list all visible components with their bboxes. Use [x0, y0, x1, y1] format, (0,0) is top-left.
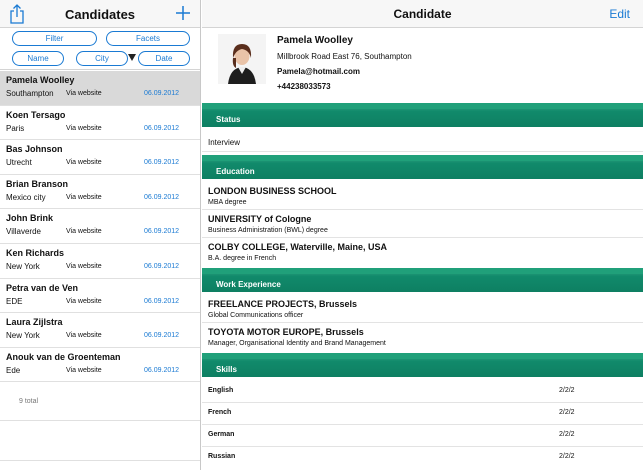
candidate-row[interactable]	[0, 140, 200, 175]
profile-address: Millbrook Road East 76, Southampton	[277, 52, 412, 61]
candidate-source: Via website	[66, 90, 102, 97]
skill-name: French	[208, 409, 232, 416]
candidate-row[interactable]	[0, 175, 200, 210]
candidate-name: Petra van de Ven	[6, 282, 79, 293]
skills-header-label: Skills	[216, 365, 237, 374]
band-highlight	[202, 268, 643, 274]
band-highlight	[202, 103, 643, 109]
profile-name: Pamela Woolley	[277, 35, 353, 46]
candidate-name: Anouk van de Groenteman	[6, 351, 121, 362]
work-company: TOYOTA MOTOR EUROPE, Brussels	[208, 327, 364, 337]
candidate-date: 06.09.2012	[144, 228, 180, 236]
candidate-source: Via website	[66, 366, 102, 374]
skill-name: Russian	[208, 453, 236, 460]
candidate-name: Pamela Woolley	[6, 75, 75, 85]
sort-name-button[interactable]: Name	[12, 51, 64, 66]
band-highlight	[202, 155, 643, 161]
filter-button[interactable]: Filter	[12, 31, 97, 46]
candidate-source: Via website	[66, 332, 102, 340]
candidate-name: Koen Tersago	[6, 109, 66, 120]
status-header-label: Status	[216, 115, 241, 124]
candidate-city: EDE	[6, 296, 23, 306]
skill-level: 2/2/2	[559, 387, 575, 394]
skill-level: 2/2/2	[559, 453, 575, 460]
divider	[0, 420, 200, 421]
candidate-date: 06.09.2012	[144, 90, 180, 97]
profile-email[interactable]: Pamela@hotmail.com	[277, 67, 360, 76]
candidate-date: 06.09.2012	[144, 262, 180, 270]
sort-date-button[interactable]: Date	[138, 51, 190, 66]
candidate-row[interactable]	[0, 71, 200, 106]
edit-button[interactable]: Edit	[609, 7, 630, 21]
total-count: 9 total	[19, 398, 39, 405]
candidate-source: Via website	[66, 124, 102, 132]
education-school: COLBY COLLEGE, Waterville, Maine, USA	[208, 242, 388, 252]
skill-level: 2/2/2	[559, 431, 575, 438]
candidate-city: Utrecht	[6, 158, 32, 168]
candidate-detail-pane	[202, 0, 643, 470]
add-icon[interactable]	[175, 5, 191, 21]
candidate-name: John Brink	[6, 213, 54, 224]
candidate-name: Ken Richards	[6, 247, 65, 258]
work-role: Global Communications officer	[208, 312, 304, 319]
candidate-city: Ede	[6, 365, 21, 375]
candidate-row[interactable]	[0, 209, 200, 244]
candidates-pane	[0, 0, 201, 470]
work-section-header	[202, 268, 643, 292]
divider	[0, 460, 200, 461]
detail-title: Candidate	[393, 7, 452, 21]
candidate-list	[0, 71, 200, 382]
filter-bar	[0, 28, 200, 70]
education-school: UNIVERSITY of Cologne	[208, 214, 312, 224]
profile-card	[202, 29, 643, 101]
candidate-source: Via website	[66, 262, 102, 270]
divider	[202, 424, 643, 425]
education-section-header	[202, 155, 643, 179]
candidate-name: Laura Zijlstra	[6, 317, 63, 328]
candidate-city: New York	[6, 261, 40, 271]
candidate-city: Villaverde	[6, 227, 41, 237]
education-school: LONDON BUSINESS SCHOOL	[208, 186, 337, 196]
divider	[202, 446, 643, 447]
candidate-date: 06.09.2012	[144, 297, 180, 305]
candidate-city: Paris	[6, 123, 25, 133]
candidate-row[interactable]	[0, 279, 200, 314]
detail-header	[202, 0, 643, 28]
candidate-date: 06.09.2012	[144, 332, 180, 340]
education-degree: MBA degree	[208, 199, 247, 206]
candidate-date: 06.09.2012	[144, 159, 180, 167]
status-value: Interview	[208, 138, 241, 147]
education-degree: Business Administration (BWL) degree	[208, 227, 328, 234]
skills-section-header	[202, 353, 643, 377]
facets-button[interactable]: Facets	[106, 31, 190, 46]
candidate-name: Bas Johnson	[6, 144, 63, 155]
work-header-label: Work Experience	[216, 280, 281, 289]
work-role: Manager, Organisational Identity and Brand Management	[208, 340, 386, 347]
candidate-name: Brian Branson	[6, 178, 69, 189]
skill-level: 2/2/2	[559, 409, 575, 416]
divider	[202, 402, 643, 403]
candidate-row[interactable]	[0, 106, 200, 141]
divider	[202, 322, 643, 323]
divider	[202, 209, 643, 210]
education-degree: B.A. degree in French	[208, 255, 277, 262]
candidate-date: 06.09.2012	[144, 366, 180, 374]
candidate-source: Via website	[66, 159, 102, 167]
candidate-row[interactable]	[0, 244, 200, 279]
sort-city-button[interactable]: City	[76, 51, 128, 66]
skill-name: English	[208, 387, 234, 394]
candidate-city: New York	[6, 331, 40, 341]
work-company: FREELANCE PROJECTS, Brussels	[208, 299, 358, 309]
candidate-row[interactable]	[0, 313, 200, 348]
status-section-header	[202, 103, 643, 127]
divider	[202, 237, 643, 238]
candidate-source: Via website	[66, 228, 102, 236]
candidate-source: Via website	[66, 193, 102, 201]
candidate-source: Via website	[66, 297, 102, 305]
education-header-label: Education	[216, 167, 255, 176]
candidate-city: Mexico city	[6, 192, 46, 202]
candidates-title: Candidates	[64, 7, 136, 22]
avatar	[218, 34, 266, 84]
skill-name: German	[208, 431, 235, 438]
candidate-date: 06.09.2012	[144, 193, 180, 201]
candidate-row[interactable]	[0, 348, 200, 383]
candidates-header	[0, 0, 200, 28]
profile-phone[interactable]: +44238033573	[277, 82, 331, 91]
sort-descending-icon	[128, 54, 136, 61]
candidate-city: Southampton	[6, 89, 54, 98]
band-highlight	[202, 353, 643, 359]
divider	[202, 151, 643, 152]
candidate-date: 06.09.2012	[144, 124, 180, 132]
